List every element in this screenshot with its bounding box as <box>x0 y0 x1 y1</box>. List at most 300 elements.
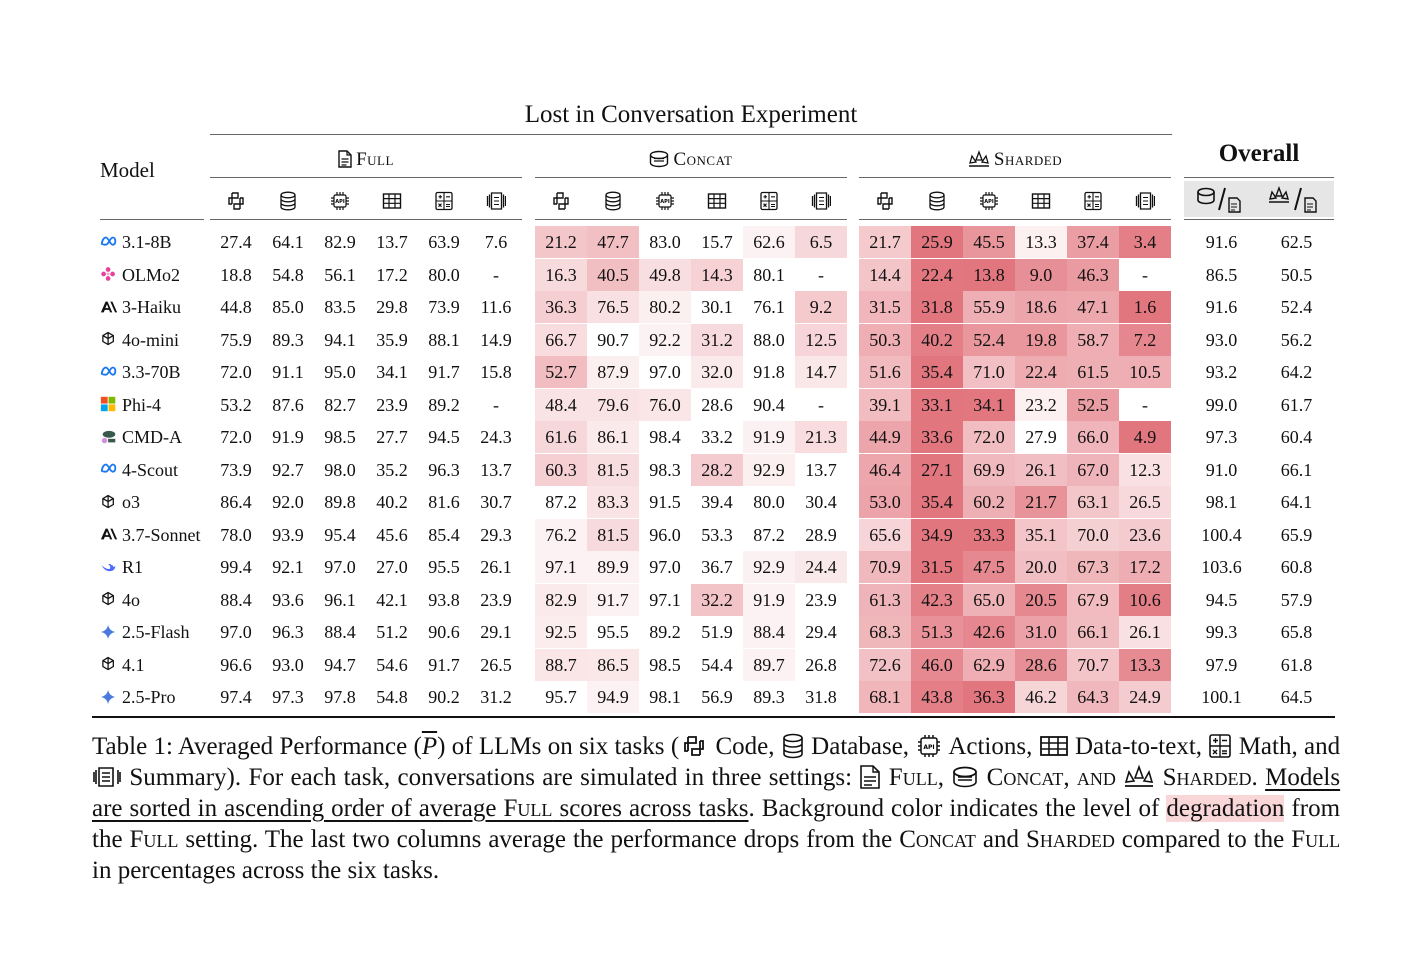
overall-concat-cell: 93.2 <box>1205 362 1238 382</box>
svg-text:API: API <box>923 744 936 752</box>
full-score-cell: 92.1 <box>272 557 304 577</box>
overall-sharded-cell: 60.4 <box>1280 427 1313 447</box>
math-icon <box>1208 733 1232 759</box>
concat-score-cell: 61.6 <box>535 421 587 453</box>
actions-icon <box>330 191 350 211</box>
model-name: o3 <box>122 492 140 512</box>
full-score-cell: 34.1 <box>376 362 408 382</box>
concat-score-cell: 23.9 <box>805 589 837 610</box>
concat-score-cell: 30.1 <box>701 297 733 317</box>
code-icon <box>875 191 895 211</box>
concat-score-cell: 39.4 <box>701 492 733 512</box>
full-score-cell: 30.7 <box>480 492 512 512</box>
full-score-cell: 93.9 <box>272 524 304 545</box>
concat-score-cell: 95.5 <box>597 622 629 642</box>
title-rule <box>210 134 1172 135</box>
full-score-cell: 93.8 <box>428 589 460 610</box>
group-rule-concat <box>535 177 847 178</box>
sharded-score-cell: 66.1 <box>1067 616 1119 648</box>
overall-subheader-rule <box>1184 219 1334 220</box>
model-name-cell <box>100 486 140 518</box>
meta-icon <box>100 363 118 381</box>
concat-icon <box>951 765 979 789</box>
sharded-score-cell: 35.4 <box>911 486 963 518</box>
group-rule-sharded <box>859 177 1171 178</box>
anthropic-icon <box>100 298 118 316</box>
openai-icon <box>100 655 118 673</box>
concat-score-cell: 54.4 <box>701 654 733 675</box>
sharded-score-cell: 63.1 <box>1067 486 1119 518</box>
full-score-cell: 93.6 <box>272 589 304 610</box>
sharded-score-cell: 31.8 <box>911 291 963 323</box>
full-score-cell: 88.4 <box>324 622 356 642</box>
sharded-score-cell: 65.0 <box>963 584 1015 616</box>
sharded-score-cell: 72.6 <box>859 649 911 681</box>
sharded-score-cell: 28.6 <box>1015 649 1067 681</box>
sharded-score-cell: 47.5 <box>963 551 1015 583</box>
sharded-score-cell: 72.0 <box>963 421 1015 453</box>
full-score-cell: 89.3 <box>272 329 304 350</box>
sharded-score-cell: 33.3 <box>963 519 1015 551</box>
model-name: 4.1 <box>122 654 145 675</box>
sharded-score-cell: 67.0 <box>1067 454 1119 486</box>
full-score-cell: 85.4 <box>428 524 460 545</box>
data-to-text-icon <box>1031 191 1051 211</box>
actions-icon <box>979 191 999 211</box>
concat-score-cell: 31.8 <box>805 687 837 707</box>
sharded-score-cell: - <box>1142 394 1148 415</box>
full-score-cell: 87.6 <box>272 394 304 415</box>
overall-concat-cell: 97.9 <box>1205 654 1238 675</box>
concat-score-cell: 31.2 <box>691 324 743 356</box>
gemini-icon <box>100 623 118 641</box>
full-score-cell: 64.1 <box>272 232 304 252</box>
overall-rule <box>1184 177 1334 178</box>
concat-score-cell: 98.5 <box>649 654 681 675</box>
svg-text:API: API <box>984 199 994 205</box>
caption-degradation-highlight: degradation <box>1166 795 1285 822</box>
group-header-full <box>210 145 522 175</box>
model-name: 2.5-Pro <box>122 687 176 707</box>
full-score-cell: 29.1 <box>480 622 512 642</box>
overall-sharded-cell: 66.1 <box>1280 459 1313 480</box>
concat-score-cell: 83.3 <box>587 486 639 518</box>
caption-text-4: from the <box>92 795 1341 853</box>
openai-icon <box>100 590 118 608</box>
model-name-cell <box>100 584 140 616</box>
sharded-score-cell: 26.5 <box>1119 486 1171 518</box>
concat-score-cell: 29.4 <box>805 622 837 642</box>
full-score-cell: 88.4 <box>220 589 252 610</box>
full-score-cell: 18.8 <box>220 264 252 285</box>
concat-task-header <box>707 191 727 216</box>
sharded-score-cell: 13.3 <box>1119 649 1171 681</box>
full-score-cell: 42.1 <box>376 589 408 610</box>
model-name: R1 <box>122 557 144 577</box>
full-score-cell: 83.5 <box>324 297 356 317</box>
concat-score-cell: 97.0 <box>649 557 681 577</box>
full-score-cell: 40.2 <box>376 492 408 512</box>
sharded-task-header <box>979 191 999 216</box>
sharded-score-cell: 67.3 <box>1067 551 1119 583</box>
caption-text-3: . Background color indicates the level of <box>748 795 1160 822</box>
model-name-cell <box>100 389 161 421</box>
caption-full-2: Full <box>129 826 179 853</box>
model-name-cell <box>100 421 182 453</box>
full-icon-rule <box>210 219 522 220</box>
sharded-score-cell: 69.9 <box>963 454 1015 486</box>
concat-score-cell: 13.7 <box>805 459 837 480</box>
full-score-cell: 11.6 <box>480 297 512 317</box>
concat-score-cell: 88.0 <box>753 329 785 350</box>
caption-text-7: compared to the <box>1121 826 1285 853</box>
sharded-score-cell: 35.4 <box>911 356 963 388</box>
concat-score-cell: 98.1 <box>649 687 681 707</box>
sharded-score-cell: 65.6 <box>859 519 911 551</box>
sharded-score-cell: 13.8 <box>963 259 1015 291</box>
full-score-cell: 29.3 <box>480 524 512 545</box>
caption-text-8: in percentages across the six tasks. <box>92 857 440 884</box>
concat-task-header <box>759 191 779 216</box>
concat-score-cell: 16.3 <box>535 259 587 291</box>
caption-math: Math, and <box>1238 733 1341 760</box>
concat-score-cell: 90.4 <box>753 394 785 415</box>
sharded-score-cell: 12.3 <box>1119 454 1171 486</box>
sharded-score-cell: 14.4 <box>859 259 911 291</box>
full-score-cell: 94.1 <box>324 329 356 350</box>
full-score-cell: 91.1 <box>272 362 304 382</box>
overall-concat-cell: 91.0 <box>1205 459 1238 480</box>
sharded-score-cell: 47.1 <box>1067 291 1119 323</box>
sharded-score-cell: 46.0 <box>911 649 963 681</box>
concat-score-cell: 26.8 <box>805 654 837 675</box>
sharded-score-cell: 17.2 <box>1119 551 1171 583</box>
model-name-cell <box>100 356 181 388</box>
concat-score-cell: 51.9 <box>701 622 733 642</box>
model-name-cell <box>100 259 180 291</box>
caption-sorted-full: Full <box>503 795 553 822</box>
full-score-cell: 27.7 <box>376 427 408 447</box>
sharded-score-cell: 10.6 <box>1119 584 1171 616</box>
sharded-score-cell: 46.2 <box>1015 681 1067 713</box>
overall-sharded-cell: 61.8 <box>1280 654 1313 675</box>
caption-full-3: Full <box>1291 826 1341 853</box>
full-score-cell: 94.5 <box>428 427 460 447</box>
concat-score-cell: 12.5 <box>795 324 847 356</box>
sharded-score-cell: 60.2 <box>963 486 1015 518</box>
sharded-score-cell: 50.3 <box>859 324 911 356</box>
full-task-header <box>226 191 246 216</box>
sharded-score-cell: 52.5 <box>1067 389 1119 421</box>
overall-concat-cell: 94.5 <box>1205 589 1238 610</box>
full-score-cell: 13.7 <box>376 232 408 252</box>
sharded-score-cell: 34.9 <box>911 519 963 551</box>
sharded-score-cell: 45.5 <box>963 226 1015 258</box>
model-header-rule <box>100 219 204 220</box>
sharded-score-cell: 24.9 <box>1119 681 1171 713</box>
sharded-score-cell: 26.1 <box>1015 454 1067 486</box>
full-score-cell: 44.8 <box>220 297 252 317</box>
concat-task-header <box>655 191 675 216</box>
concat-score-cell: 80.2 <box>639 291 691 323</box>
caption-text-6: and <box>982 826 1019 853</box>
model-name: 4o-mini <box>122 329 179 350</box>
full-score-cell: 14.9 <box>480 329 512 350</box>
overall-sharded-cell: 50.5 <box>1280 264 1313 285</box>
overall-concat-cell: 100.4 <box>1201 524 1242 545</box>
actions-icon <box>655 191 675 211</box>
full-score-cell: 73.9 <box>220 459 252 480</box>
concat-score-cell: 80.0 <box>753 492 785 512</box>
sharded-score-cell: 70.7 <box>1067 649 1119 681</box>
sharded-score-cell: 52.4 <box>963 324 1015 356</box>
concat-score-cell: 82.9 <box>535 584 587 616</box>
full-score-cell: 54.8 <box>272 264 304 285</box>
concat-score-cell: 95.7 <box>545 687 577 707</box>
concat-score-cell: 91.9 <box>743 421 795 453</box>
shards-icon <box>1123 764 1155 790</box>
shards-icon <box>968 150 990 168</box>
full-score-cell: 24.3 <box>480 427 512 447</box>
gemini-icon <box>100 688 118 706</box>
sharded-task-header <box>1083 191 1103 216</box>
concat-icon <box>649 150 669 168</box>
math-icon <box>1083 191 1103 211</box>
concat-score-cell: 92.5 <box>535 616 587 648</box>
model-column-header: Model <box>100 158 155 182</box>
overall-sharded-cell: 56.2 <box>1280 329 1313 350</box>
concat-score-cell: 92.2 <box>639 324 691 356</box>
sharded-score-cell: 1.6 <box>1119 291 1171 323</box>
full-score-cell: 86.4 <box>220 492 252 512</box>
sharded-score-cell: 70.9 <box>859 551 911 583</box>
sharded-score-cell: 22.4 <box>1015 356 1067 388</box>
full-score-cell: 73.9 <box>428 297 460 317</box>
group-label-sharded: Sharded <box>993 149 1063 170</box>
full-score-cell: 27.0 <box>376 557 408 577</box>
concat-score-cell: 14.7 <box>795 356 847 388</box>
sharded-score-cell: 20.0 <box>1015 551 1067 583</box>
concat-score-cell: 98.4 <box>649 427 681 447</box>
meta-icon <box>100 460 118 478</box>
full-score-cell: 26.5 <box>480 654 512 675</box>
full-score-cell: 72.0 <box>220 362 252 382</box>
sharded-score-cell: 37.4 <box>1067 226 1119 258</box>
full-task-header <box>330 191 350 216</box>
full-score-cell: 56.1 <box>324 264 356 285</box>
full-score-cell: 93.0 <box>272 654 304 675</box>
caption-p-symbol: $\overline{P}$ <box>421 733 438 760</box>
microsoft-icon <box>100 395 118 413</box>
model-name-cell <box>100 519 201 551</box>
overall-concat-cell: 99.0 <box>1205 394 1238 415</box>
caption-sorted-pre: Models are sorted in ascending order of average <box>92 764 1341 822</box>
full-score-cell: 97.4 <box>220 687 252 707</box>
full-score-cell: 95.4 <box>324 524 356 545</box>
caption-code: Code, <box>715 733 775 760</box>
full-score-cell: 97.0 <box>220 622 252 642</box>
svg-text:API: API <box>660 199 670 205</box>
overall-sharded-cell: 64.2 <box>1280 362 1313 382</box>
code-icon <box>226 191 246 211</box>
concat-score-cell: 6.5 <box>795 226 847 258</box>
model-name: OLMo2 <box>122 264 180 285</box>
openai-icon <box>100 330 118 348</box>
overall-header: Overall <box>1218 140 1300 167</box>
full-score-cell: 23.9 <box>480 589 512 610</box>
full-score-cell: 54.8 <box>376 687 408 707</box>
full-score-cell: 91.7 <box>428 362 460 382</box>
summary-icon <box>486 191 506 211</box>
concat-score-cell: 62.6 <box>743 226 795 258</box>
model-name: CMD-A <box>122 427 183 447</box>
group-label-concat: Concat <box>673 149 733 170</box>
sharded-task-header <box>927 191 947 216</box>
concat-score-cell: 76.5 <box>587 291 639 323</box>
overall-sharded-cell: 64.5 <box>1280 687 1313 707</box>
full-score-cell: 63.9 <box>428 232 460 252</box>
full-score-cell: 23.9 <box>376 394 408 415</box>
concat-score-cell: 76.1 <box>753 297 785 317</box>
sharded-score-cell: 10.5 <box>1119 356 1171 388</box>
caption-text-1: Table 1: Averaged Performance ( <box>92 733 422 760</box>
overall-concat-cell: 91.6 <box>1205 232 1238 252</box>
full-score-cell: 35.2 <box>376 459 408 480</box>
sharded-score-cell: 27.1 <box>911 454 963 486</box>
actions-icon <box>915 733 943 759</box>
concat-task-header <box>551 191 571 216</box>
full-score-cell: 96.6 <box>220 654 252 675</box>
sharded-score-cell: 36.3 <box>963 681 1015 713</box>
full-score-cell: 26.1 <box>480 557 512 577</box>
concat-score-cell: 89.3 <box>753 687 785 707</box>
sharded-score-cell: 9.0 <box>1015 259 1067 291</box>
data-to-text-icon <box>382 191 402 211</box>
concat-score-cell: 36.3 <box>535 291 587 323</box>
model-name-cell <box>100 649 145 681</box>
cohere-icon <box>100 428 118 446</box>
deepseek-icon <box>100 558 118 576</box>
sharded-score-cell: 68.1 <box>859 681 911 713</box>
concat-score-cell: 81.5 <box>587 454 639 486</box>
full-score-cell: 95.5 <box>428 557 460 577</box>
caption-sharded: Sharded. <box>1162 764 1258 791</box>
sharded-score-cell: 70.0 <box>1067 519 1119 551</box>
concat-score-cell: 15.7 <box>701 232 733 252</box>
data-to-text-icon <box>1039 735 1069 757</box>
full-score-cell: 95.0 <box>324 362 356 382</box>
sharded-score-cell: 7.2 <box>1119 324 1171 356</box>
full-task-header <box>434 191 454 216</box>
sharded-score-cell: 31.5 <box>859 291 911 323</box>
data-to-text-icon <box>707 191 727 211</box>
sharded-score-cell: 31.5 <box>911 551 963 583</box>
concat-score-cell: 88.7 <box>535 649 587 681</box>
full-score-cell: 54.6 <box>376 654 408 675</box>
database-icon <box>278 191 298 211</box>
concat-score-cell: 88.4 <box>743 616 795 648</box>
full-score-cell: 75.9 <box>220 329 252 350</box>
sharded-score-cell: 46.3 <box>1067 259 1119 291</box>
overall-concat-cell: 99.3 <box>1205 622 1238 642</box>
concat-score-cell: 66.7 <box>535 324 587 356</box>
overall-concat-cell: 86.5 <box>1205 264 1238 285</box>
concat-score-cell: 83.0 <box>649 232 681 252</box>
concat-score-cell: 87.2 <box>545 492 577 512</box>
overall-sharded-cell: 64.1 <box>1280 492 1313 512</box>
caption-text-5: setting. The last two columns average the performance drops from the <box>185 826 893 853</box>
full-score-cell: 96.3 <box>272 622 304 642</box>
summary-icon <box>92 765 122 789</box>
table-bottom-rule <box>92 716 1335 718</box>
summary-icon <box>811 191 831 211</box>
math-icon <box>759 191 779 211</box>
model-name: 2.5-Flash <box>122 622 190 642</box>
full-score-cell: 80.0 <box>428 264 460 285</box>
full-score-cell: 29.8 <box>376 297 408 317</box>
sharded-score-cell: 42.6 <box>963 616 1015 648</box>
concat-score-cell: 32.2 <box>691 584 743 616</box>
caption-database: Database, <box>811 733 910 760</box>
concat-score-cell: 81.5 <box>587 519 639 551</box>
sharded-icon-rule <box>859 219 1171 220</box>
full-score-cell: 85.0 <box>272 297 304 317</box>
sharded-score-cell: 19.8 <box>1015 324 1067 356</box>
model-name: 3-Haiku <box>122 297 181 317</box>
concat-score-cell: 47.7 <box>587 226 639 258</box>
model-name-cell <box>100 291 181 323</box>
overall-sharded-cell: 52.4 <box>1280 297 1313 317</box>
model-name: 3.7-Sonnet <box>122 524 201 545</box>
full-score-cell: 7.6 <box>484 232 508 252</box>
sharded-score-cell: 27.9 <box>1025 427 1057 447</box>
sharded-task-header <box>1031 191 1051 216</box>
concat-score-cell: 40.5 <box>587 259 639 291</box>
sharded-score-cell: 61.3 <box>859 584 911 616</box>
sharded-score-cell: 34.1 <box>963 389 1015 421</box>
full-score-cell: 89.8 <box>324 492 356 512</box>
overall-sharded-cell: 65.9 <box>1280 524 1313 545</box>
model-name-cell <box>100 454 178 486</box>
model-name-cell <box>100 226 172 258</box>
model-name-cell <box>100 681 176 713</box>
concat-score-cell: 21.2 <box>535 226 587 258</box>
sharded-score-cell: 20.5 <box>1015 584 1067 616</box>
summary-icon <box>1135 191 1155 211</box>
sharded-score-cell: 25.9 <box>911 226 963 258</box>
full-score-cell: 78.0 <box>220 524 252 545</box>
sharded-score-cell: 40.2 <box>911 324 963 356</box>
sharded-score-cell: 42.3 <box>911 584 963 616</box>
full-score-cell: 96.3 <box>428 459 460 480</box>
full-score-cell: 89.2 <box>428 394 460 415</box>
concat-score-cell: 98.3 <box>649 459 681 480</box>
full-score-cell: 51.2 <box>376 622 408 642</box>
code-icon <box>551 191 571 211</box>
concat-score-cell: 30.4 <box>805 492 837 512</box>
concat-score-cell: 79.6 <box>587 389 639 421</box>
table-title: Lost in Conversation Experiment <box>524 101 858 128</box>
model-name: 3.3-70B <box>122 362 181 382</box>
caption-full: Full, <box>888 764 944 791</box>
caption-summary: Summary). For each task, conversations are simulated in three settings: <box>129 764 853 791</box>
sharded-score-cell: 51.3 <box>911 616 963 648</box>
sharded-score-cell: 58.7 <box>1067 324 1119 356</box>
full-score-cell: 17.2 <box>376 264 408 285</box>
caption-sorted-post: scores across tasks <box>552 795 749 822</box>
concat-score-cell: 91.5 <box>649 492 681 512</box>
concat-score-cell: 87.9 <box>587 356 639 388</box>
